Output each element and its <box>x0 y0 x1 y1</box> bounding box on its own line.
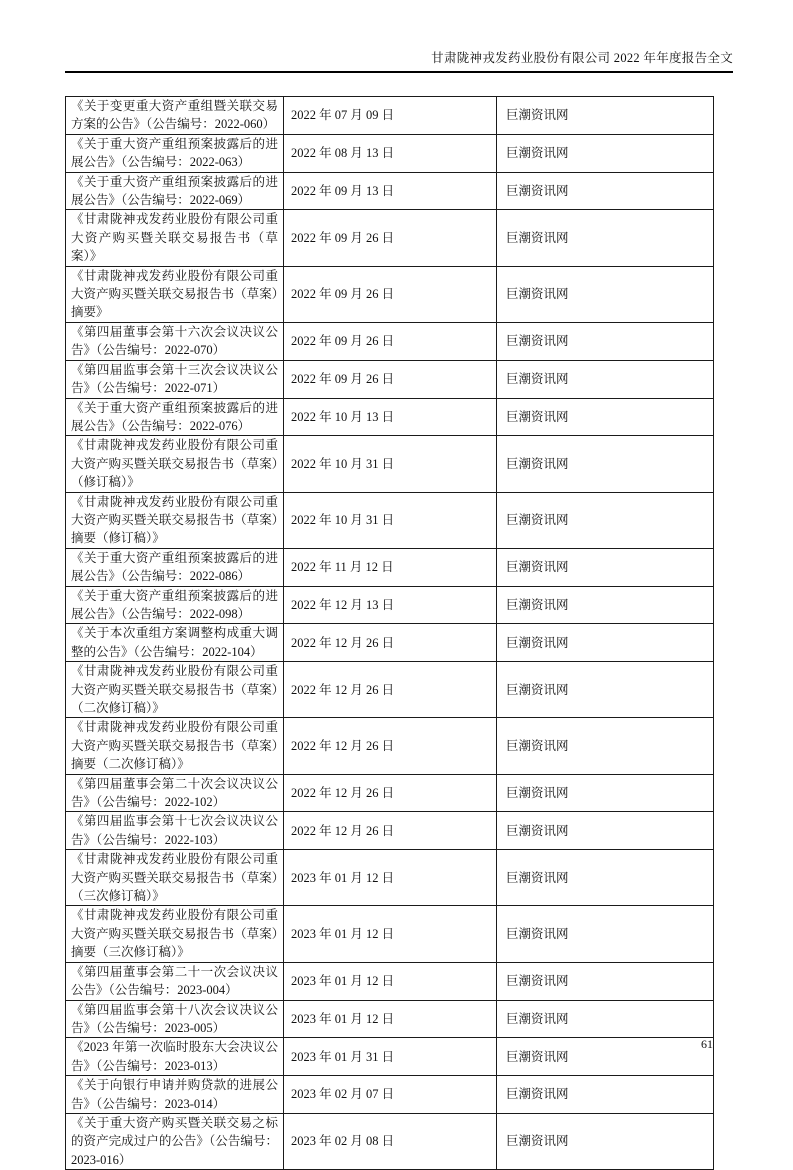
announcement-title-cell: 《关于重大资产重组预案披露后的进展公告》（公告编号：2022-076） <box>66 398 284 436</box>
media-cell: 巨潮资讯网 <box>497 812 714 850</box>
table-row <box>66 662 714 718</box>
table-row <box>66 97 714 135</box>
disclosure-date-cell: 2022 年 09 月 26 日 <box>284 266 497 322</box>
disclosure-date-cell: 2022 年 07 月 09 日 <box>284 97 497 135</box>
table-row <box>66 586 714 624</box>
media-cell: 巨潮资讯网 <box>497 398 714 436</box>
announcements-table-body <box>66 97 714 1170</box>
table-row <box>66 812 714 850</box>
table-row <box>66 1000 714 1038</box>
table-row <box>66 624 714 662</box>
table-row <box>66 718 714 774</box>
announcement-title-cell: 《关于重大资产重组预案披露后的进展公告》（公告编号：2022-086） <box>66 548 284 586</box>
announcement-title-cell: 《关于变更重大资产重组暨关联交易方案的公告》（公告编号：2022-060） <box>66 97 284 135</box>
table-row <box>66 1113 714 1169</box>
announcement-title-cell: 《甘肃陇神戎发药业股份有限公司重大资产购买暨关联交易报告书（草案）摘要（三次修订稿）》 <box>66 906 284 962</box>
table-row <box>66 850 714 906</box>
table-row <box>66 962 714 1000</box>
announcement-title-cell: 《第四届董事会第十六次会议决议公告》（公告编号：2022-070） <box>66 322 284 360</box>
media-cell: 巨潮资讯网 <box>497 436 714 492</box>
media-cell: 巨潮资讯网 <box>497 586 714 624</box>
disclosure-date-cell: 2022 年 10 月 13 日 <box>284 398 497 436</box>
announcements-table <box>65 96 714 1170</box>
table-row <box>66 322 714 360</box>
media-cell: 巨潮资讯网 <box>497 210 714 266</box>
table-row <box>66 1038 714 1076</box>
disclosure-date-cell: 2023 年 01 月 31 日 <box>284 1038 497 1076</box>
media-cell: 巨潮资讯网 <box>497 172 714 210</box>
media-cell: 巨潮资讯网 <box>497 850 714 906</box>
media-cell: 巨潮资讯网 <box>497 624 714 662</box>
disclosure-date-cell: 2022 年 12 月 26 日 <box>284 624 497 662</box>
table-row <box>66 134 714 172</box>
disclosure-date-cell: 2022 年 10 月 31 日 <box>284 492 497 548</box>
table-row <box>66 492 714 548</box>
disclosure-date-cell: 2022 年 12 月 13 日 <box>284 586 497 624</box>
disclosure-date-cell: 2023 年 02 月 08 日 <box>284 1113 497 1169</box>
media-cell: 巨潮资讯网 <box>497 1113 714 1169</box>
announcement-title-cell: 《关于本次重组方案调整构成重大调整的公告》（公告编号：2022-104） <box>66 624 284 662</box>
disclosure-date-cell: 2022 年 12 月 26 日 <box>284 718 497 774</box>
table-row <box>66 906 714 962</box>
media-cell: 巨潮资讯网 <box>497 548 714 586</box>
announcement-title-cell: 《第四届监事会第十八次会议决议公告》（公告编号：2023-005） <box>66 1000 284 1038</box>
disclosure-date-cell: 2022 年 09 月 26 日 <box>284 322 497 360</box>
disclosure-date-cell: 2022 年 10 月 31 日 <box>284 436 497 492</box>
disclosure-date-cell: 2023 年 01 月 12 日 <box>284 850 497 906</box>
announcement-title-cell: 《甘肃陇神戎发药业股份有限公司重大资产购买暨关联交易报告书（草案）》 <box>66 210 284 266</box>
table-row <box>66 266 714 322</box>
disclosure-date-cell: 2022 年 12 月 26 日 <box>284 774 497 812</box>
disclosure-date-cell: 2022 年 09 月 26 日 <box>284 210 497 266</box>
media-cell: 巨潮资讯网 <box>497 492 714 548</box>
disclosure-date-cell: 2022 年 09 月 26 日 <box>284 360 497 398</box>
page-number: 61 <box>701 1037 713 1051</box>
table-row <box>66 548 714 586</box>
media-cell: 巨潮资讯网 <box>497 1038 714 1076</box>
disclosure-date-cell: 2023 年 02 月 07 日 <box>284 1076 497 1114</box>
announcement-title-cell: 《关于重大资产购买暨关联交易之标的资产完成过户的公告》（公告编号：2023-016） <box>66 1113 284 1169</box>
media-cell: 巨潮资讯网 <box>497 906 714 962</box>
table-row <box>66 360 714 398</box>
announcement-title-cell: 《甘肃陇神戎发药业股份有限公司重大资产购买暨关联交易报告书（草案）摘要》 <box>66 266 284 322</box>
media-cell: 巨潮资讯网 <box>497 97 714 135</box>
announcement-title-cell: 《第四届监事会第十七次会议决议公告》（公告编号：2022-103） <box>66 812 284 850</box>
table-row <box>66 172 714 210</box>
table-row <box>66 436 714 492</box>
announcement-title-cell: 《甘肃陇神戎发药业股份有限公司重大资产购买暨关联交易报告书（草案）（三次修订稿）》 <box>66 850 284 906</box>
announcement-title-cell: 《关于向银行申请并购贷款的进展公告》（公告编号：2023-014） <box>66 1076 284 1114</box>
disclosure-date-cell: 2023 年 01 月 12 日 <box>284 962 497 1000</box>
disclosure-date-cell: 2023 年 01 月 12 日 <box>284 906 497 962</box>
media-cell: 巨潮资讯网 <box>497 962 714 1000</box>
announcement-title-cell: 《甘肃陇神戎发药业股份有限公司重大资产购买暨关联交易报告书（草案）（二次修订稿）》 <box>66 662 284 718</box>
announcement-title-cell: 《甘肃陇神戎发药业股份有限公司重大资产购买暨关联交易报告书（草案）摘要（修订稿）》 <box>66 492 284 548</box>
media-cell: 巨潮资讯网 <box>497 1000 714 1038</box>
disclosure-date-cell: 2022 年 12 月 26 日 <box>284 662 497 718</box>
media-cell: 巨潮资讯网 <box>497 718 714 774</box>
table-row <box>66 210 714 266</box>
media-cell: 巨潮资讯网 <box>497 322 714 360</box>
media-cell: 巨潮资讯网 <box>497 662 714 718</box>
announcement-title-cell: 《甘肃陇神戎发药业股份有限公司重大资产购买暨关联交易报告书（草案）摘要（二次修订稿）》 <box>66 718 284 774</box>
announcement-title-cell: 《甘肃陇神戎发药业股份有限公司重大资产购买暨关联交易报告书（草案）（修订稿）》 <box>66 436 284 492</box>
media-cell: 巨潮资讯网 <box>497 266 714 322</box>
announcement-title-cell: 《第四届董事会第二十一次会议决议公告》（公告编号：2023-004） <box>66 962 284 1000</box>
table-row <box>66 1076 714 1114</box>
table-row <box>66 774 714 812</box>
report-title: 甘肃陇神戎发药业股份有限公司 2022 年年度报告全文 <box>431 51 733 65</box>
disclosure-date-cell: 2022 年 08 月 13 日 <box>284 134 497 172</box>
disclosure-date-cell: 2023 年 01 月 12 日 <box>284 1000 497 1038</box>
announcement-title-cell: 《关于重大资产重组预案披露后的进展公告》（公告编号：2022-098） <box>66 586 284 624</box>
disclosure-date-cell: 2022 年 12 月 26 日 <box>284 812 497 850</box>
table-row <box>66 398 714 436</box>
announcement-title-cell: 《2023 年第一次临时股东大会决议公告》（公告编号：2023-013） <box>66 1038 284 1076</box>
disclosure-date-cell: 2022 年 09 月 13 日 <box>284 172 497 210</box>
announcement-title-cell: 《第四届监事会第十三次会议决议公告》（公告编号：2022-071） <box>66 360 284 398</box>
media-cell: 巨潮资讯网 <box>497 1076 714 1114</box>
media-cell: 巨潮资讯网 <box>497 360 714 398</box>
page-header <box>65 50 733 73</box>
announcement-title-cell: 《关于重大资产重组预案披露后的进展公告》（公告编号：2022-063） <box>66 134 284 172</box>
disclosure-date-cell: 2022 年 11 月 12 日 <box>284 548 497 586</box>
announcement-title-cell: 《关于重大资产重组预案披露后的进展公告》（公告编号：2022-069） <box>66 172 284 210</box>
media-cell: 巨潮资讯网 <box>497 774 714 812</box>
media-cell: 巨潮资讯网 <box>497 134 714 172</box>
announcement-title-cell: 《第四届董事会第二十次会议决议公告》（公告编号：2022-102） <box>66 774 284 812</box>
